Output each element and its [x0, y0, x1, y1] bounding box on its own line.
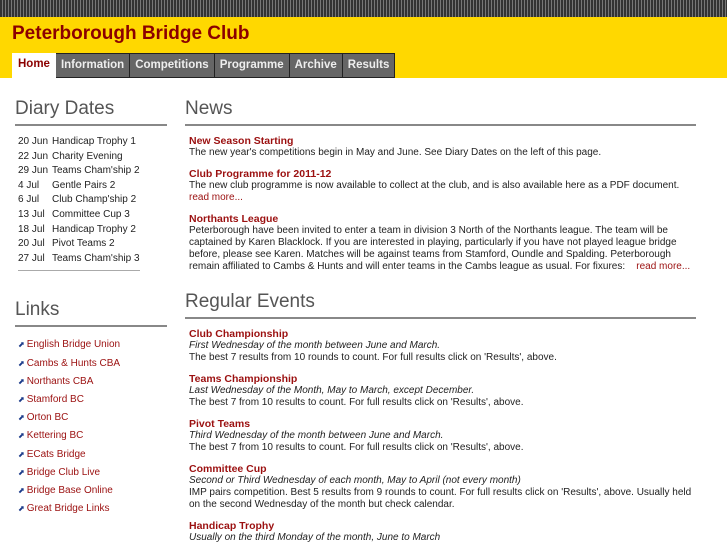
- news-list: [185, 135, 696, 273]
- link-label[interactable]: Orton BC: [26, 412, 69, 424]
- event-item: [185, 463, 696, 511]
- news-item: [185, 213, 696, 273]
- event-schedule: Last Wednesday of the Month, May to March, except December.: [189, 385, 475, 396]
- diary-event: Handicap Trophy 1: [52, 136, 136, 147]
- external-link-icon: ⬈: [18, 485, 25, 495]
- diary-item: [15, 164, 167, 179]
- diary-item: [15, 223, 167, 238]
- link-item[interactable]: [15, 464, 167, 482]
- news-text: [189, 180, 696, 192]
- external-link-icon: ⬈: [18, 413, 25, 423]
- diary-event: Teams Cham'ship 3: [52, 252, 140, 264]
- link-item[interactable]: [15, 391, 167, 409]
- link-item[interactable]: [15, 355, 167, 373]
- links-heading: Links: [15, 299, 167, 327]
- event-title: Handicap Trophy: [189, 520, 275, 532]
- event-item: [185, 373, 696, 409]
- event-title: Teams Championship: [189, 373, 298, 385]
- diary-date: 4 Jul: [18, 179, 40, 191]
- external-link-icon: ⬈: [18, 467, 25, 477]
- news-title: Club Programme for 2011-12: [189, 168, 332, 180]
- event-description: The best 7 from 10 results to count. For full results click on 'Results', above.: [189, 442, 524, 453]
- event-description: IMP pairs competition. Best 5 results from 9 rounds to count. For full results click on 'Results', above. Usually held on the second Wednesday of the month but check calendar.: [189, 487, 692, 510]
- diary-item: [15, 252, 167, 267]
- events-heading: Regular Events: [185, 291, 696, 319]
- external-link-icon: ⬈: [18, 431, 25, 441]
- news-title: Northants League: [189, 213, 279, 225]
- news-heading: News: [185, 98, 696, 126]
- diary-event: Committee Cup 3: [52, 208, 130, 220]
- header: [0, 17, 727, 78]
- link-item[interactable]: [15, 500, 167, 518]
- diary-item: [15, 135, 167, 150]
- link-label[interactable]: Northants CBA: [26, 375, 94, 387]
- read-more-link[interactable]: read more...: [636, 261, 691, 272]
- link-item[interactable]: [15, 409, 167, 427]
- event-item: [185, 328, 696, 364]
- news-item: [185, 135, 696, 159]
- nav-tab-results[interactable]: Results: [343, 53, 396, 78]
- link-item[interactable]: [15, 446, 167, 464]
- event-description: The best 7 results from 10 rounds to count. For full results click on 'Results', above.: [189, 352, 557, 363]
- main-nav: [12, 53, 395, 78]
- link-label[interactable]: Stamford BC: [26, 393, 84, 405]
- read-more-link[interactable]: read more...: [189, 192, 243, 203]
- diary-date: 20 Jun: [18, 136, 49, 147]
- external-link-icon: ⬈: [18, 449, 25, 459]
- diary-item: [15, 150, 167, 165]
- diary-date: 13 Jul: [18, 208, 45, 220]
- external-link-icon: ⬈: [18, 340, 25, 350]
- diary-list: [15, 135, 167, 266]
- diary-date: 18 Jul: [18, 223, 45, 235]
- diary-date: 29 Jun: [18, 165, 49, 177]
- diary-date: 6 Jul: [18, 194, 40, 206]
- diary-event: Handicap Trophy 2: [52, 223, 136, 235]
- nav-tab-information[interactable]: Information: [56, 53, 130, 78]
- diary-item: [15, 208, 167, 223]
- link-item[interactable]: [15, 482, 167, 500]
- diary-event: Gentle Pairs 2: [52, 179, 116, 191]
- link-label[interactable]: ECats Bridge: [26, 448, 86, 460]
- event-item: [185, 418, 696, 454]
- main-content: [185, 98, 696, 553]
- external-link-icon: ⬈: [18, 394, 25, 404]
- link-label[interactable]: Cambs & Hunts CBA: [26, 357, 121, 369]
- diary-date: 27 Jul: [18, 252, 45, 264]
- sidebar: [15, 98, 167, 518]
- diary-item: [15, 193, 167, 208]
- event-schedule: Third Wednesday of the month between June and March.: [189, 430, 444, 441]
- links-list: [15, 336, 167, 518]
- news-body: The new year's competitions begin in May and June. See Diary Dates on the left of this page.: [189, 147, 602, 158]
- diary-event: Pivot Teams 2: [52, 238, 115, 250]
- events-list: [185, 328, 696, 544]
- site-title[interactable]: Peterborough Bridge Club: [12, 23, 250, 44]
- nav-tab-competitions[interactable]: Competitions: [130, 53, 214, 78]
- news-title: New Season Starting: [189, 135, 294, 147]
- event-title: Pivot Teams: [189, 418, 251, 430]
- divider: [18, 270, 140, 271]
- link-label[interactable]: Bridge Base Online: [26, 484, 113, 496]
- link-item[interactable]: [15, 427, 167, 445]
- news-text: [189, 147, 696, 159]
- link-label[interactable]: Great Bridge Links: [26, 503, 110, 515]
- diary-item: [15, 237, 167, 252]
- external-link-icon: ⬈: [18, 358, 25, 368]
- link-label[interactable]: Bridge Club Live: [26, 466, 101, 478]
- news-text: [189, 225, 696, 273]
- news-body: Peterborough have been invited to enter a team in division 3 North of the Northants league. The team will be captained by Karen Blacklock. If you are interested in playing, particularly if you have not played league bridge before, please see Karen. Matches will be against teams from Stamford, Oundle and Spalding. Peterborough remain affiliated to Cambs & Hunts and will enter teams in the Cambs league as usual. For fixures:: [189, 225, 677, 272]
- news-body: The new club programme is now available to collect at the club, and is also available here as a PDF document.: [189, 180, 680, 191]
- news-item: [185, 168, 696, 204]
- link-item[interactable]: [15, 336, 167, 354]
- diary-event: Club Champ'ship 2: [52, 194, 137, 206]
- event-title: Committee Cup: [189, 463, 267, 475]
- diary-heading: Diary Dates: [15, 98, 167, 126]
- link-item[interactable]: [15, 373, 167, 391]
- diary-date: 20 Jul: [18, 238, 45, 250]
- nav-tab-home[interactable]: Home: [12, 53, 56, 78]
- event-schedule: Usually on the third Monday of the month, June to March: [189, 532, 441, 543]
- event-schedule: First Wednesday of the month between June and March.: [189, 340, 441, 351]
- event-schedule: Second or Third Wednesday of each month, May to April (not every month): [189, 475, 521, 486]
- nav-tab-archive[interactable]: Archive: [290, 53, 343, 78]
- external-link-icon: ⬈: [18, 376, 25, 386]
- top-stripe: [0, 0, 727, 17]
- link-label[interactable]: Kettering BC: [26, 430, 84, 442]
- event-title: Club Championship: [189, 328, 289, 340]
- nav-tab-programme[interactable]: Programme: [215, 53, 290, 78]
- diary-date: 22 Jun: [18, 150, 49, 162]
- external-link-icon: ⬈: [18, 504, 25, 514]
- diary-event: Charity Evening: [52, 150, 123, 162]
- link-label[interactable]: English Bridge Union: [26, 339, 121, 351]
- event-description: The best 7 from 10 results to count. For full results click on 'Results', above.: [189, 397, 524, 408]
- event-item: [185, 520, 696, 544]
- diary-event: Teams Cham'ship 2: [52, 165, 140, 177]
- diary-item: [15, 179, 167, 194]
